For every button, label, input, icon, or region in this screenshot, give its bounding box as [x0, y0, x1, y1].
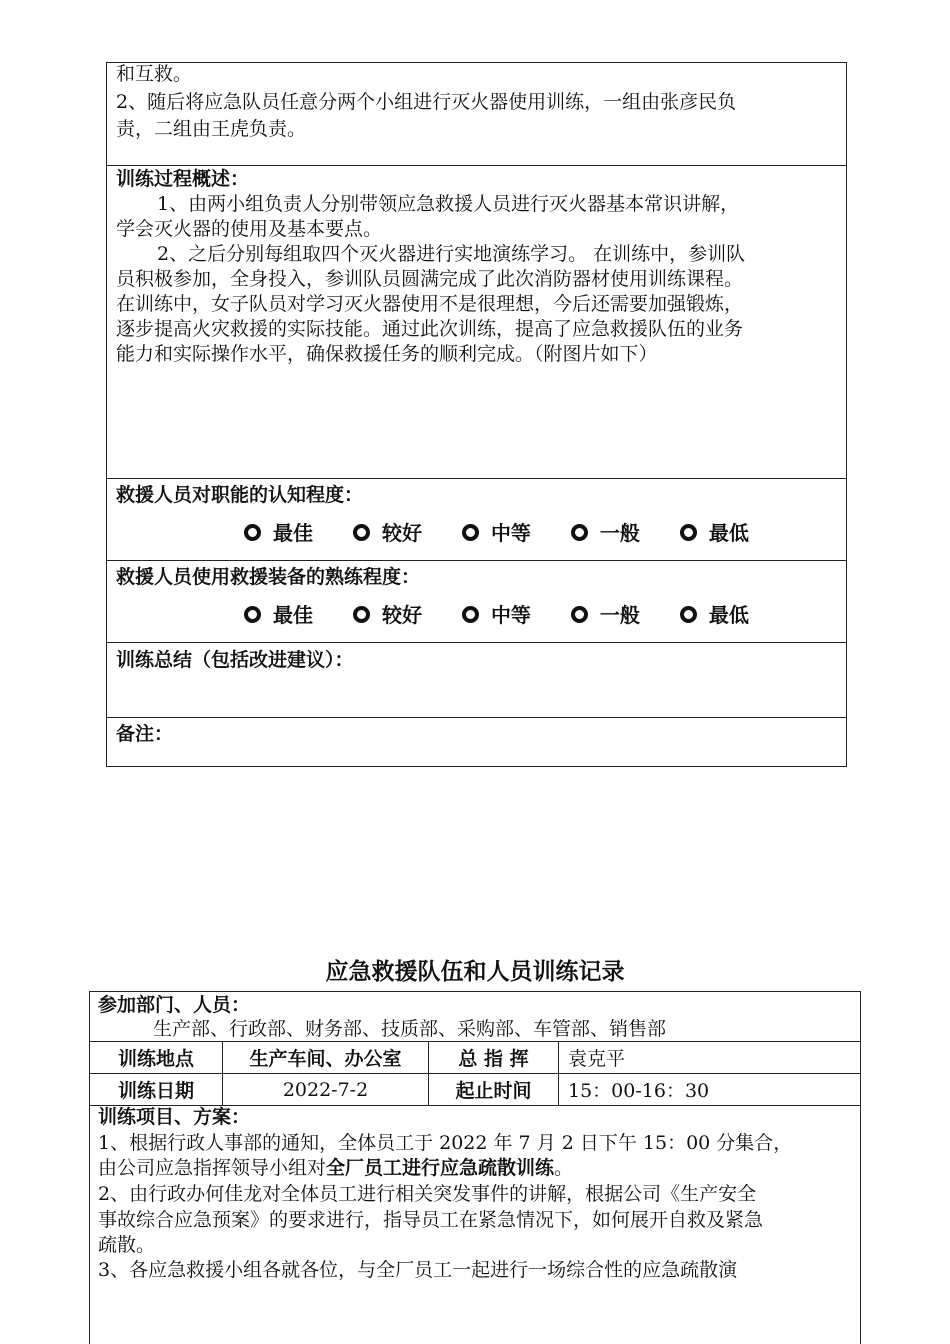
rating-option-good[interactable]: 较好: [353, 599, 422, 628]
radio-icon: [571, 606, 588, 623]
process-line: 逐步提高火灾救援的实际技能。通过此次训练，提高了应急救援队伍的业务: [116, 318, 744, 340]
plan-line: 责，二组由王虎负责。: [116, 118, 307, 140]
location-value: 生产车间、办公室: [222, 1041, 429, 1074]
plan2-line: 由公司应急指挥领导小组对全厂员工进行应急疏散训练。: [98, 1157, 574, 1179]
cognition-cell: [106, 478, 847, 561]
plan2-line: 3、各应急救援小组各就各位，与全厂员工一起进行一场综合性的应急疏散演: [98, 1259, 738, 1281]
process-line: 2、之后分别每组取四个灭火器进行实地演练学习。 在训练中，参训队: [157, 243, 746, 265]
radio-icon: [571, 524, 588, 541]
rating-option-best[interactable]: 最佳: [244, 517, 313, 546]
plan2-line: 1、根据行政人事部的通知，全体员工于 2022 年 7 月 2 日下午 15：00 分集合，: [98, 1132, 793, 1154]
date-value: 2022-7-2: [222, 1073, 429, 1106]
remarks-cell: [106, 717, 847, 767]
plan2-line: 2、由行政办何佳龙对全体员工进行相关突发事件的讲解，根据公司《生产安全: [98, 1183, 757, 1205]
process-line: 学会灭火器的使用及基本要点。: [116, 218, 383, 240]
radio-icon: [680, 524, 697, 541]
commander-value: 袁克平: [558, 1041, 861, 1074]
summary-cell: [106, 642, 847, 718]
plan2-line: 事故综合应急预案》的要求进行，指导员工在紧急情况下，如何展开自救及紧急: [98, 1209, 764, 1231]
process-line: 1、由两小组负责人分别带领应急救援人员进行灭火器基本常识讲解，: [157, 193, 740, 215]
record-title: 应急救援队伍和人员训练记录: [325, 959, 625, 985]
plan2-cell: [89, 1105, 861, 1344]
location-label: 训练地点: [89, 1041, 223, 1074]
dept-value: 生产部、行政部、财务部、技质部、采购部、车管部、销售部: [153, 1018, 667, 1040]
rating-option-lowest[interactable]: 最低: [680, 517, 749, 546]
time-label: 起止时间: [428, 1073, 559, 1106]
plan-cell: [106, 62, 847, 166]
process-line: 在训练中，女子队员对学习灭火器使用不是很理想，今后还需要加强锻炼，: [116, 293, 744, 315]
date-label: 训练日期: [89, 1073, 223, 1106]
radio-icon: [462, 524, 479, 541]
proficiency-title: 救援人员使用救援装备的熟练程度：: [116, 566, 421, 588]
radio-icon: [353, 524, 370, 541]
rating-option-medium[interactable]: 中等: [462, 599, 531, 628]
proficiency-rating-group: [244, 599, 782, 628]
summary-title: 训练总结（包括改进建议）：: [116, 649, 354, 671]
plan-line: 和互救。: [116, 63, 193, 85]
process-line: 员积极参加，全身投入，参训队员圆满完成了此次消防器材使用训练课程。: [116, 268, 744, 290]
process-line: 能力和实际操作水平，确保救援任务的顺利完成。（附图片如下）: [116, 343, 658, 365]
radio-icon: [244, 524, 261, 541]
rating-option-best[interactable]: 最佳: [244, 599, 313, 628]
dept-cell: [89, 991, 861, 1042]
rating-option-medium[interactable]: 中等: [462, 517, 531, 546]
rating-option-fair[interactable]: 一般: [571, 517, 640, 546]
cognition-title: 救援人员对职能的认知程度：: [116, 484, 364, 506]
radio-icon: [244, 606, 261, 623]
rating-option-fair[interactable]: 一般: [571, 599, 640, 628]
plan2-label: 训练项目、方案：: [98, 1106, 251, 1128]
radio-icon: [353, 606, 370, 623]
dept-label: 参加部门、人员：: [98, 994, 251, 1016]
cognition-rating-group: [244, 517, 782, 546]
time-value: 15：00-16：30: [558, 1073, 861, 1106]
process-title: 训练过程概述：: [116, 168, 250, 190]
process-cell: [106, 165, 847, 479]
remarks-title: 备注：: [116, 723, 174, 745]
radio-icon: [462, 606, 479, 623]
commander-label: 总 指 挥: [428, 1041, 559, 1074]
radio-icon: [680, 606, 697, 623]
rating-option-lowest[interactable]: 最低: [680, 599, 749, 628]
rating-option-good[interactable]: 较好: [353, 517, 422, 546]
proficiency-cell: [106, 560, 847, 643]
plan2-line: 疏散。: [98, 1234, 156, 1256]
plan-line: 2、随后将应急队员任意分两个小组进行灭火器使用训练，一组由张彦民负: [116, 91, 737, 113]
